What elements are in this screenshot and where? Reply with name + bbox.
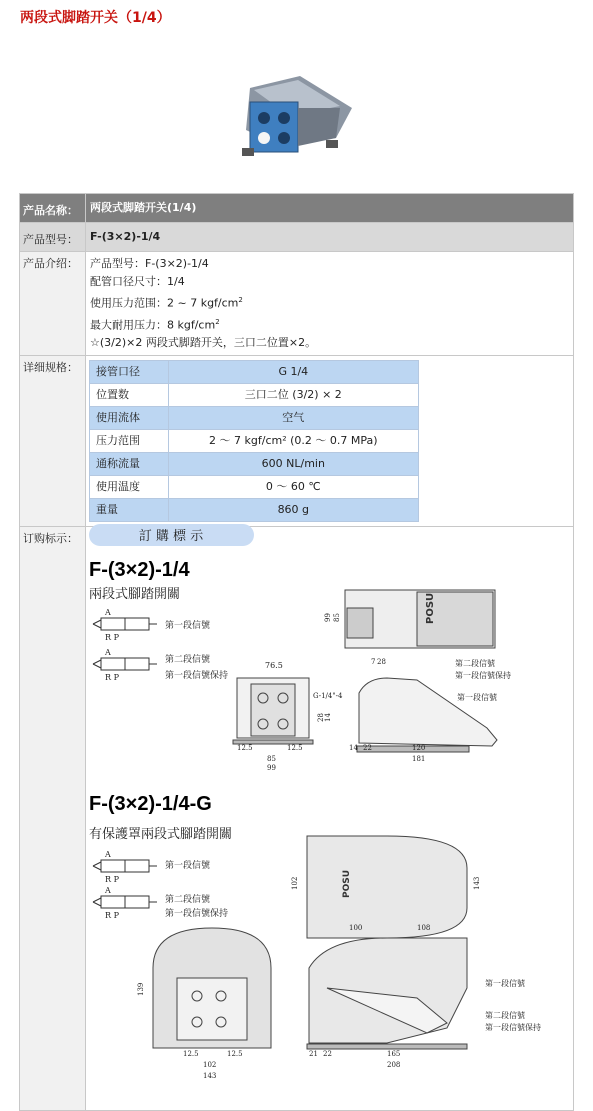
detail-key: 通称流量	[90, 453, 169, 476]
svg-text:A: A	[105, 608, 111, 617]
top-view-1	[345, 590, 495, 648]
svg-text:181: 181	[412, 755, 426, 763]
product-name-value: 两段式脚踏开关(1/4)	[86, 194, 574, 223]
stage2-label: 第二段信號	[165, 655, 211, 665]
svg-text:28: 28	[317, 713, 325, 722]
detail-value: 600 NL/min	[168, 453, 418, 476]
svg-text:120: 120	[412, 744, 426, 752]
svg-text:7: 7	[371, 658, 376, 666]
page-title: 两段式脚踏开关（1/4）	[20, 10, 171, 26]
svg-text:99: 99	[267, 764, 276, 772]
product-name-row	[20, 194, 574, 223]
svg-text:143: 143	[473, 876, 481, 890]
stage1-label-2: 第一段信號	[165, 861, 211, 871]
product-name-label: 产品名称：	[20, 194, 86, 223]
detail-row	[90, 453, 419, 476]
svg-text:102: 102	[203, 1061, 217, 1069]
svg-text:108: 108	[417, 924, 431, 932]
model2-desc: 有保護罩兩段式腳踏開關	[89, 827, 233, 842]
svg-text:第一段信號: 第一段信號	[485, 979, 525, 988]
detail-row	[90, 384, 419, 407]
model1-title: F-(3×2)-1/4	[89, 559, 190, 581]
svg-text:第二段信號: 第二段信號	[485, 1011, 525, 1020]
detail-value: 三口二位 (3/2) × 2	[168, 384, 418, 407]
front-view-2	[153, 928, 271, 1048]
svg-text:12.5: 12.5	[287, 744, 303, 752]
svg-text:14: 14	[324, 713, 332, 722]
svg-text:第一段信號保持: 第一段信號保持	[455, 671, 511, 680]
stage-hold-label: 第一段信號保持	[165, 671, 229, 681]
svg-text:22: 22	[323, 1050, 332, 1058]
detail-spec-label: 详细规格：	[20, 356, 86, 527]
svg-text:14: 14	[349, 744, 358, 752]
svg-text:第一段信號: 第一段信號	[457, 693, 497, 702]
front-view-1	[233, 678, 313, 744]
detail-key: 使用流体	[90, 407, 169, 430]
product-intro-value	[86, 252, 574, 356]
svg-text:A: A	[105, 648, 111, 657]
model2-title: F-(3×2)-1/4-G	[89, 793, 212, 815]
svg-text:100: 100	[349, 924, 363, 932]
detail-key: 使用温度	[90, 476, 169, 499]
detail-key: 压力范围	[90, 430, 169, 453]
detail-row	[90, 430, 419, 453]
svg-text:12.5: 12.5	[183, 1050, 199, 1058]
svg-text:99: 99	[324, 613, 332, 622]
detail-spec-cell	[86, 356, 574, 527]
svg-text:102: 102	[291, 876, 299, 890]
detail-spec-table	[89, 360, 419, 522]
stage-hold-label-2: 第一段信號保持	[165, 909, 229, 919]
detail-key: 位置数	[90, 384, 169, 407]
port-label: G-1/4"-4	[313, 692, 343, 700]
stage1-label: 第一段信號	[165, 621, 211, 631]
top-view-2	[307, 836, 467, 938]
detail-value: 空气	[168, 407, 418, 430]
svg-text:85: 85	[333, 613, 341, 622]
detail-value: G 1/4	[168, 361, 418, 384]
svg-text:21: 21	[309, 1050, 318, 1058]
svg-text:A: A	[105, 886, 111, 895]
svg-text:12.5: 12.5	[227, 1050, 243, 1058]
detail-value: 0 ～ 60 ℃	[168, 476, 418, 499]
detail-row	[90, 407, 419, 430]
detail-key: 接管口径	[90, 361, 169, 384]
svg-text:R P: R P	[105, 633, 119, 642]
intro-line: 使用压力范围：2 ~ 7 kgf/$cm^2$	[90, 296, 243, 310]
detail-value: 860 g	[168, 499, 418, 522]
intro-line: 产品型号：F-(3×2)-1/4	[90, 257, 209, 270]
detail-row	[90, 361, 419, 384]
intro-line: 最大耐用压力：8 kgf/$cm^2$	[90, 317, 220, 332]
order-banner: 訂 購 標 示	[138, 529, 204, 544]
foot-switch-photo	[240, 68, 356, 160]
svg-text:165: 165	[387, 1050, 401, 1058]
product-model-value: F-(3×2)-1/4	[86, 223, 574, 252]
product-intro-label: 产品介绍：	[20, 252, 86, 356]
valve-symbol-1	[93, 618, 157, 670]
order-label: 订购标示：	[20, 527, 86, 1111]
detail-value: 2 ～ 7 kgf/cm² (0.2 ～ 0.7 MPa)	[168, 430, 418, 453]
order-drawing	[87, 518, 573, 1098]
svg-text:12.5: 12.5	[237, 744, 253, 752]
svg-text:第二段信號: 第二段信號	[455, 659, 495, 668]
svg-text:76.5: 76.5	[265, 661, 283, 670]
product-intro-row	[20, 252, 574, 356]
intro-line: ☆(3/2)×2 两段式脚踏开关，三口二位置×2。	[90, 336, 317, 350]
svg-text:R P: R P	[105, 673, 119, 682]
svg-text:208: 208	[387, 1061, 401, 1069]
product-model-label: 产品型号：	[20, 223, 86, 252]
detail-row	[90, 476, 419, 499]
intro-line: 配管口径尺寸：1/4	[90, 275, 185, 288]
svg-text:28: 28	[377, 658, 386, 666]
detail-key: 重量	[90, 499, 169, 522]
svg-text:85: 85	[267, 755, 276, 763]
svg-text:R P: R P	[105, 875, 119, 884]
svg-text:第一段信號保持: 第一段信號保持	[485, 1023, 541, 1032]
product-model-row	[20, 223, 574, 252]
svg-text:A: A	[105, 850, 111, 859]
stage2-label-2: 第二段信號	[165, 895, 211, 905]
svg-text:139: 139	[137, 982, 145, 996]
side-view-1	[357, 678, 497, 752]
svg-text:R P: R P	[105, 911, 119, 920]
brand-label-1: POSU	[425, 592, 436, 624]
valve-symbol-2	[93, 860, 157, 908]
svg-text:143: 143	[203, 1072, 217, 1080]
detail-spec-row	[20, 356, 574, 527]
side-view-2	[307, 938, 467, 1049]
brand-label-2: POSU	[342, 869, 352, 898]
svg-text:22: 22	[363, 744, 372, 752]
model1-desc: 兩段式腳踏開關	[89, 587, 181, 602]
